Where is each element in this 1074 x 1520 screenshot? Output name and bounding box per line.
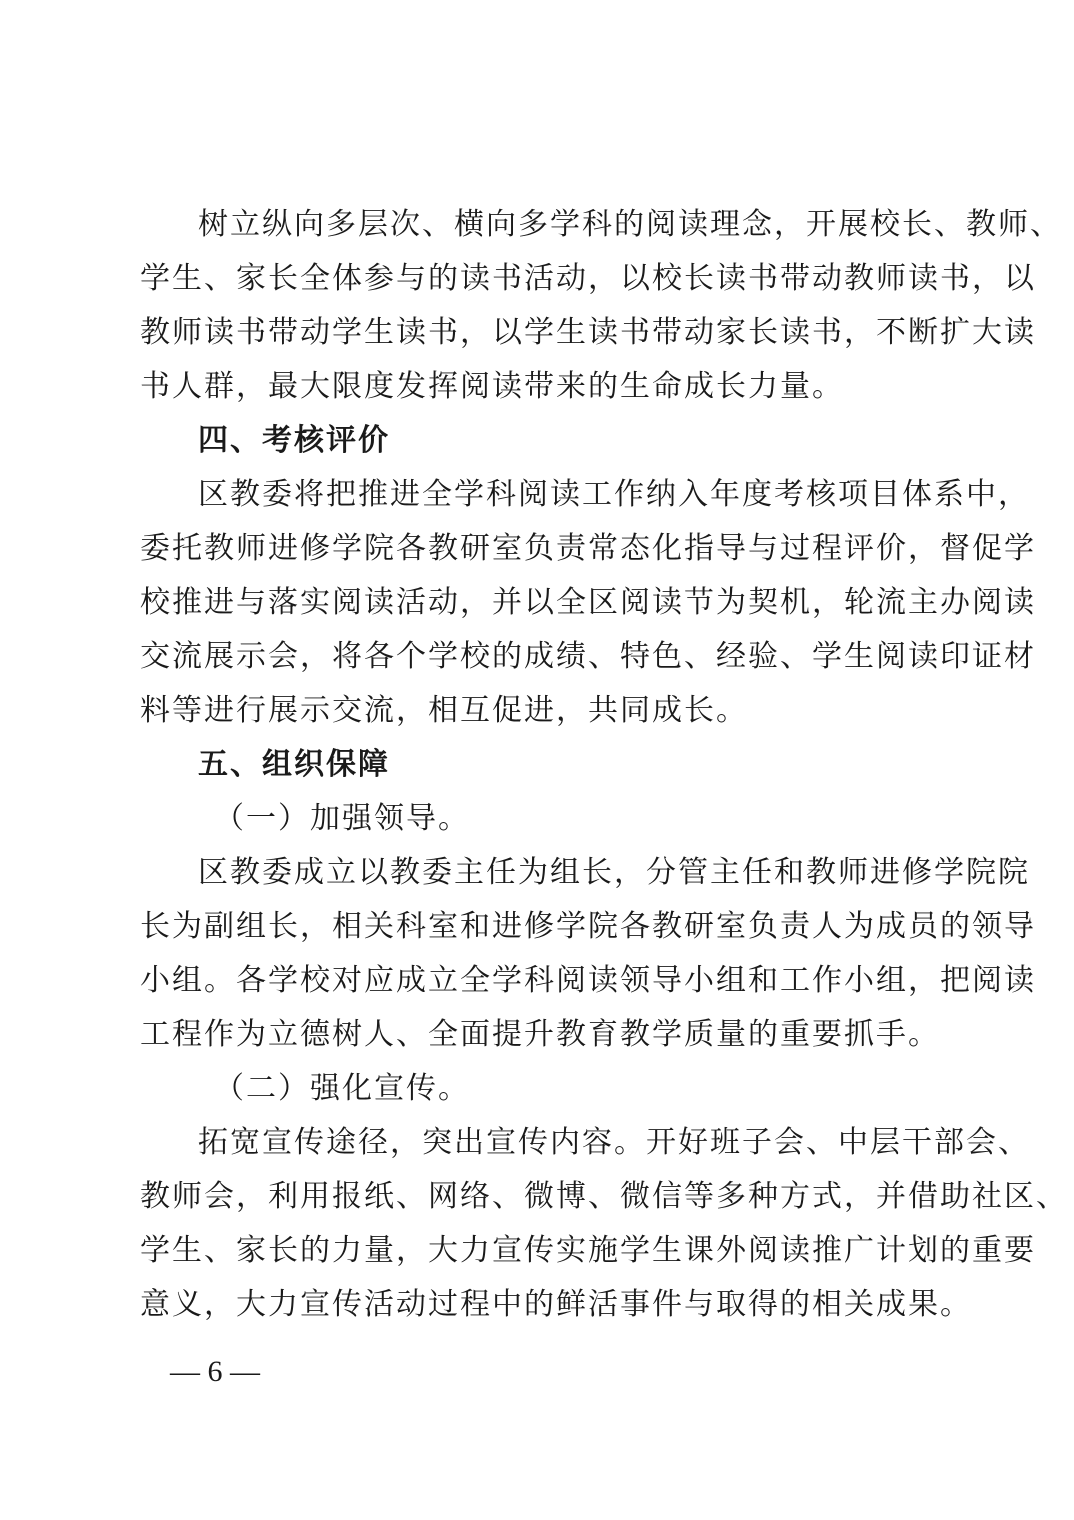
paragraph-line: 书人群，最大限度发挥阅读带来的生命成长力量。 [140, 369, 844, 404]
paragraph-line: 教师读书带动学生读书，以学生读书带动家长读书，不断扩大读 [140, 315, 1036, 350]
page-number: — 6 — [170, 1355, 260, 1388]
paragraph-line: 树立纵向多层次、横向多学科的阅读理念，开展校长、教师、 [198, 207, 1062, 242]
paragraph-line: 交流展示会，将各个学校的成绩、特色、经验、学生阅读印证材 [140, 639, 1036, 674]
subsection-heading-2: （二）强化宣传。 [214, 1071, 470, 1106]
paragraph-line: 委托教师进修学院各教研室负责常态化指导与过程评价，督促学 [140, 531, 1036, 566]
paragraph-line: 意义，大力宣传活动过程中的鲜活事件与取得的相关成果。 [140, 1287, 972, 1322]
paragraph-line: 区教委成立以教委主任为组长，分管主任和教师进修学院院 [198, 855, 1030, 890]
paragraph-line: 教师会，利用报纸、网络、微博、微信等多种方式，并借助社区、 [140, 1179, 1068, 1214]
subsection-heading-1: （一）加强领导。 [214, 801, 470, 836]
paragraph-line: 区教委将把推进全学科阅读工作纳入年度考核项目体系中， [198, 477, 1030, 512]
paragraph-line: 学生、家长的力量，大力宣传实施学生课外阅读推广计划的重要 [140, 1233, 1036, 1268]
paragraph-line: 小组。各学校对应成立全学科阅读领导小组和工作小组，把阅读 [140, 963, 1036, 998]
section-heading-5: 五、组织保障 [198, 747, 390, 782]
section-heading-4: 四、考核评价 [198, 423, 390, 458]
paragraph-line: 学生、家长全体参与的读书活动，以校长读书带动教师读书，以 [140, 261, 1036, 296]
paragraph-line: 校推进与落实阅读活动，并以全区阅读节为契机，轮流主办阅读 [140, 585, 1036, 620]
paragraph-line: 拓宽宣传途径，突出宣传内容。开好班子会、中层干部会、 [198, 1125, 1030, 1160]
paragraph-line: 工程作为立德树人、全面提升教育教学质量的重要抓手。 [140, 1017, 940, 1052]
paragraph-line: 料等进行展示交流，相互促进，共同成长。 [140, 693, 748, 728]
paragraph-line: 长为副组长，相关科室和进修学院各教研室负责人为成员的领导 [140, 909, 1036, 944]
